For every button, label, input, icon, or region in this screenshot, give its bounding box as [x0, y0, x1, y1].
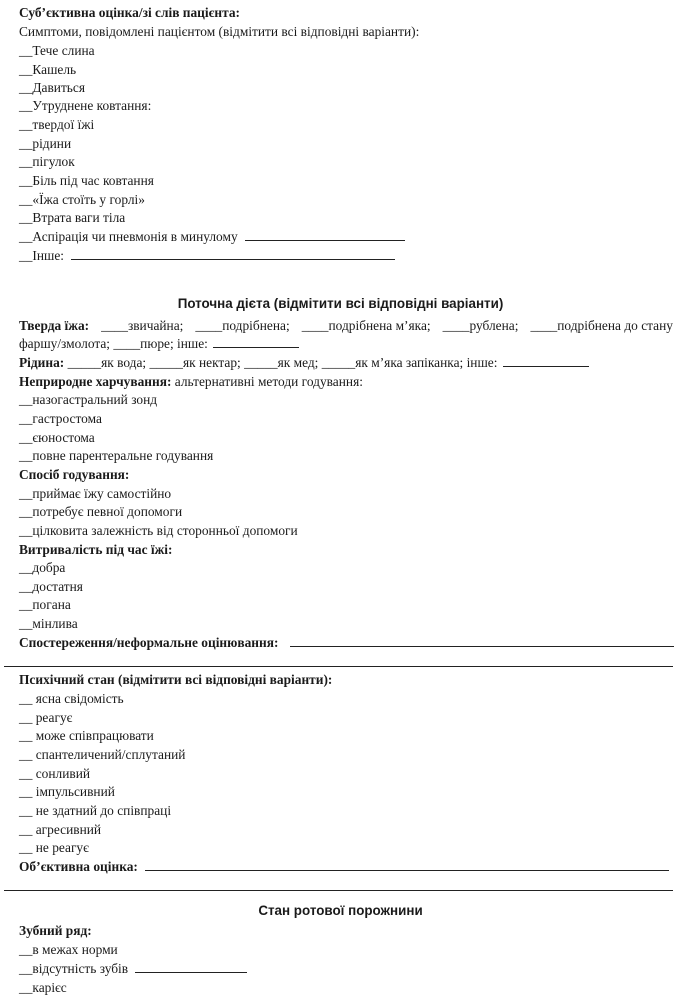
feeding-method-item[interactable]: __приймає їжу самостійно [19, 486, 172, 501]
symptom-item[interactable]: __Втрата ваги тіла [19, 210, 126, 225]
mental-heading: Психічний стан (відмітити всі відповідні варіанти): [19, 672, 333, 687]
other-item[interactable] [19, 248, 395, 264]
objective-row [19, 859, 669, 875]
solid-other-blank[interactable] [213, 336, 299, 348]
unnatural-row [19, 374, 363, 390]
objective-blank-line[interactable] [4, 890, 673, 891]
liquid-label: Рідина: [19, 355, 65, 370]
mental-item[interactable]: __ агресивний [19, 822, 102, 837]
feeding-method-item[interactable]: __цілковита залежність від сторонньої допомоги [19, 523, 298, 538]
teeth-item-label: __відсутність зубів [19, 961, 129, 976]
unnatural-item[interactable]: __гастростома [19, 411, 102, 426]
symptom-item[interactable]: __пігулок [19, 154, 75, 169]
symptom-item[interactable]: __Давиться [19, 80, 86, 95]
oral-heading: Стан ротової порожнини [258, 903, 423, 918]
solid-food-row [19, 318, 673, 334]
observation-row [19, 635, 674, 651]
unnatural-item[interactable]: __назогастральний зонд [19, 392, 158, 407]
mental-item[interactable]: __ не реагує [19, 840, 89, 855]
teeth-item[interactable]: __в межах норми [19, 942, 118, 957]
solid-option[interactable]: ____рублена; [442, 318, 519, 333]
unnatural-item[interactable]: __повне парентеральне годування [19, 448, 214, 463]
symptom-item[interactable]: __рідини [19, 136, 72, 151]
solid-food-label: Тверда їжа: [19, 318, 90, 333]
mental-item[interactable]: __ може співпрацювати [19, 728, 154, 743]
mental-item[interactable]: __ сонливий [19, 766, 91, 781]
endurance-item[interactable]: __достатня [19, 579, 83, 594]
endurance-item[interactable]: __погана [19, 597, 71, 612]
diet-heading: Поточна дієта (відмітити всі відповідні варіанти) [177, 296, 504, 311]
mental-item[interactable]: __ спантеличений/сплутаний [19, 747, 186, 762]
other-blank[interactable] [71, 248, 395, 260]
observation-label: Спостереження/неформальне оцінювання: [19, 635, 279, 650]
teeth-item[interactable]: __карієс [19, 980, 67, 995]
endurance-item[interactable]: __мінлива [19, 616, 78, 631]
unnatural-item[interactable]: __єюностома [19, 430, 95, 445]
mental-item[interactable]: __ реагує [19, 710, 73, 725]
subjective-heading: Суб’єктивна оцінка/зі слів пацієнта: [19, 5, 241, 20]
endurance-label: Витривалість під час їжі: [19, 542, 173, 557]
teeth-label: Зубний ряд: [19, 923, 92, 938]
objective-label: Об’єктивна оцінка: [19, 859, 138, 874]
symptom-item[interactable]: __Тече слина [19, 43, 95, 58]
endurance-item[interactable]: __добра [19, 560, 66, 575]
solid-option[interactable]: ____подрібнена до стану [530, 318, 673, 333]
liquid-row [19, 355, 589, 371]
liquid-other-blank[interactable] [503, 355, 589, 367]
observation-blank-line[interactable] [4, 666, 673, 667]
mental-item[interactable]: __ не здатний до співпраці [19, 803, 172, 818]
teeth-item[interactable] [19, 961, 247, 977]
symptom-item[interactable]: __Кашель [19, 62, 77, 77]
objective-blank[interactable] [145, 859, 669, 871]
other-label: __Інше: [19, 248, 64, 263]
solid-option[interactable]: фаршу/змолота; [19, 336, 111, 351]
observation-blank[interactable] [290, 635, 674, 647]
aspiration-label: __Аспірація чи пневмонія в минулому [19, 229, 238, 244]
mental-item[interactable]: __ ясна свідомість [19, 691, 124, 706]
solid-option[interactable]: ____пюре; інше: [113, 336, 208, 351]
liquid-options[interactable]: _____як вода; _____як нектар; _____як мед; _____як м’яка запіканка; інше: [67, 355, 498, 370]
solid-option[interactable]: ____подрібнена; [195, 318, 290, 333]
solid-option[interactable]: ____звичайна; [101, 318, 184, 333]
symptoms-intro: Симптоми, повідомлені пацієнтом (відмітити всі відповідні варіанти): [19, 24, 420, 39]
unnatural-text: альтернативні методи годування: [174, 374, 363, 389]
unnatural-label: Неприродне харчування: [19, 374, 172, 389]
symptom-item[interactable]: __Біль під час ковтання [19, 173, 154, 188]
missing-teeth-blank[interactable] [135, 961, 247, 973]
symptom-item[interactable]: __«Їжа стоїть у горлі» [19, 192, 145, 207]
aspiration-blank[interactable] [245, 229, 405, 241]
solid-option[interactable]: ____подрібнена м’яка; [301, 318, 431, 333]
mental-item[interactable]: __ імпульсивний [19, 784, 115, 799]
feeding-method-label: Спосіб годування: [19, 467, 130, 482]
symptom-item[interactable]: __Утруднене ковтання: [19, 98, 152, 113]
symptom-item[interactable]: __твердої їжі [19, 117, 95, 132]
feeding-method-item[interactable]: __потребує певної допомоги [19, 504, 183, 519]
solid-food-row-2 [19, 336, 299, 352]
aspiration-item[interactable] [19, 229, 405, 245]
